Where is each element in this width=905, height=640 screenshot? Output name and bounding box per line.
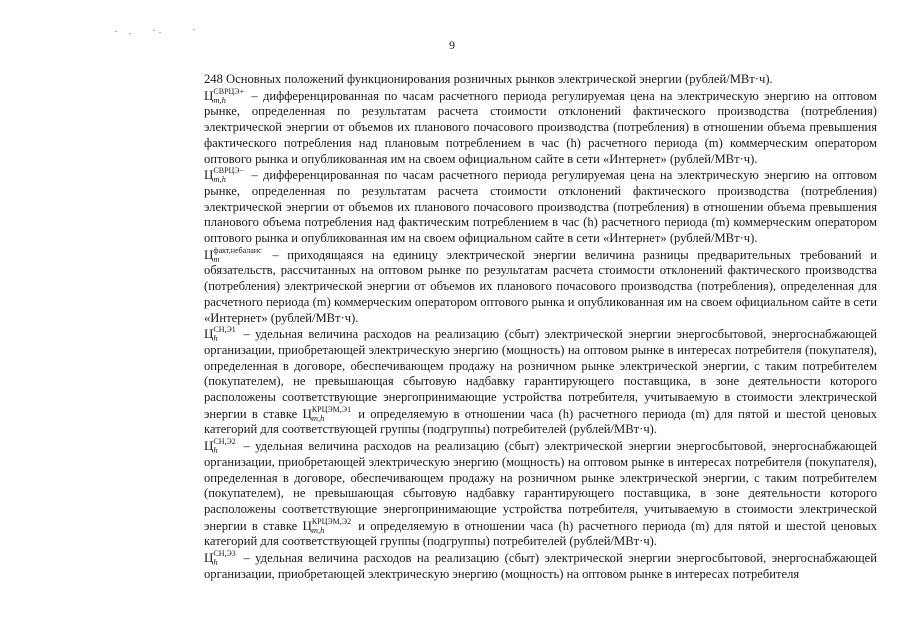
inline-price-symbol: Ц	[302, 517, 312, 533]
inline-symbol-subscript: m,h	[311, 412, 325, 423]
paragraph-text: – удельная величина расходов на реализацию (сбыт) электрической энергии энергосбытовой, энергоснабжающей организации, приобретающей электрическую энергию (мощность) на оптовом рынке в интересах потребителя (покупателя), определенная в договоре, обеспечивающем продажу на розничном рынке электрической энергии, с таким потребителем (покупателем), не превышающая сбытовую надбавку гарантирующего поставщика, в зоне деятельности которого расположены соответствующие энергопринимающие устройства потребителя, учитываемую в стоимости электрической энергии в ставке	[204, 327, 877, 421]
paragraph-definition-fact-imbalance	[204, 247, 877, 327]
price-symbol: Ц	[204, 326, 214, 342]
paragraph-text-continued: и определяемую в отношении часа (h) расчетного периода (m) для пятой и шестой ценовых категорий для соответствующей группы (подгруппы) потребителей (рублей/МВт·ч).	[204, 406, 878, 437]
symbol-indices	[213, 167, 244, 183]
scan-specks	[115, 28, 205, 36]
document-body	[204, 72, 877, 583]
paragraph-definition-svrce-plus	[204, 88, 877, 168]
paragraph-text: – приходящаяся на единицу электрической энергии величина разницы предварительных требований и обязательств, рассчитанных на оптовом рынке по результатам расчета стоимости отклонений фактического производства (потребления) электрической энергии от объемов их планового почасового производства (потребления), определенная для расчетного периода (m) коммерческим оператором оптового рынка и опубликованная им на своем официальном сайте в сети «Интернет» (рублей/МВт·ч).	[204, 247, 877, 325]
scan-speck	[193, 29, 195, 30]
symbol-indices	[213, 550, 235, 566]
symbol-subscript: m,h	[213, 94, 226, 105]
scan-speck	[129, 33, 131, 34]
scan-speck	[115, 31, 117, 32]
symbol-superscript: СВРЦЭ+	[213, 86, 245, 96]
scan-speck	[159, 32, 161, 33]
symbol-superscript: СН,Э2	[213, 437, 236, 447]
paragraph-text: – удельная величина расходов на реализацию (сбыт) электрической энергии энергосбытовой, энергоснабжающей организации, приобретающей электрическую энергию (мощность) на оптовом рынке в интересах потребителя	[204, 551, 877, 581]
inline-symbol-indices	[312, 406, 351, 422]
inline-symbol-subscript: m,h	[311, 524, 325, 535]
paragraph-text-continued: и определяемую в отношении часа (h) расчетного периода (m) для пятой и шестой ценовых категорий для соответствующей группы (подгруппы) потребителей (рублей/МВт·ч).	[204, 518, 878, 549]
paragraph-definition-svrce-minus	[204, 167, 877, 247]
symbol-superscript: СН,Э1	[213, 325, 236, 335]
symbol-indices	[213, 247, 261, 263]
symbol-superscript: СВРЦЭ−	[213, 166, 245, 176]
symbol-subscript: h	[213, 445, 218, 456]
price-symbol: Ц	[204, 167, 214, 183]
symbol-superscript: факт,небаланс	[213, 245, 262, 255]
paragraph-definition-sn-e2	[204, 438, 877, 550]
price-symbol: Ц	[204, 87, 214, 103]
price-symbol: Ц	[204, 246, 214, 262]
symbol-indices	[213, 326, 235, 342]
scan-speck	[153, 30, 155, 31]
paragraph-text: – дифференцированная по часам расчетного периода регулируемая цена на электрическую энергию на оптовом рынке, определенная по результатам расчета стоимости отклонений фактического производства (потребления) электрической энергии от объемов их планового почасового производства (потребления) в отношении объема превышения планового объема потребления над фактическим потреблением в час (h) расчетного периода (m) коммерческим оператором оптового рынка и опубликованная им на своем официальном сайте в сети «Интернет» (рублей/МВт·ч).	[204, 168, 877, 246]
symbol-indices	[213, 88, 244, 104]
inline-symbol-superscript: КРЦЭМ,Э1	[311, 404, 352, 414]
paragraph-definition-sn-e3	[204, 550, 877, 582]
price-symbol: Ц	[204, 550, 214, 566]
price-symbol: Ц	[204, 438, 214, 454]
paragraph-text: 248 Основных положений функционирования розничных рынков электрической энергии (рублей/МВт·ч).	[204, 72, 773, 86]
paragraph-text: – удельная величина расходов на реализацию (сбыт) электрической энергии энергосбытовой, энергоснабжающей организации, приобретающей электрическую энергию (мощность) на оптовом рынке в интересах потребителя (покупателя), определенная в договоре, обеспечивающем продажу на розничном рынке электрической энергии, с таким потребителем (покупателем), не превышающая сбытовую надбавку гарантирующего поставщика, в зоне деятельности которого расположены соответствующие энергопринимающие устройства потребителя, учитываемую в стоимости электрической энергии в ставке	[204, 439, 877, 533]
symbol-subscript: m,h	[213, 174, 226, 185]
paragraph-definition-sn-e1	[204, 326, 877, 438]
inline-symbol-superscript: КРЦЭМ,Э2	[311, 516, 352, 526]
symbol-superscript: СН,Э3	[213, 549, 236, 559]
inline-symbol-indices	[312, 518, 351, 534]
paragraph-text: – дифференцированная по часам расчетного периода регулируемая цена на электрическую энергию на оптовом рынке, определенная по результатам расчета стоимости отклонений фактического производства (потребления) электрической энергии от объемов их планового почасового производства (потребления) в отношении объема превышения фактического потребления над плановым потреблением в час (h) расчетного периода (m) коммерческим оператором оптового рынка и опубликованная им на своем официальном сайте в сети «Интернет» (рублей/МВт·ч).	[204, 88, 877, 166]
symbol-subscript: h	[213, 333, 218, 344]
symbol-subscript: m	[213, 253, 220, 264]
page-number: 9	[449, 38, 455, 52]
inline-price-symbol: Ц	[302, 405, 312, 421]
paragraph-intro	[204, 72, 877, 88]
symbol-subscript: h	[213, 557, 218, 568]
symbol-indices	[213, 438, 235, 454]
